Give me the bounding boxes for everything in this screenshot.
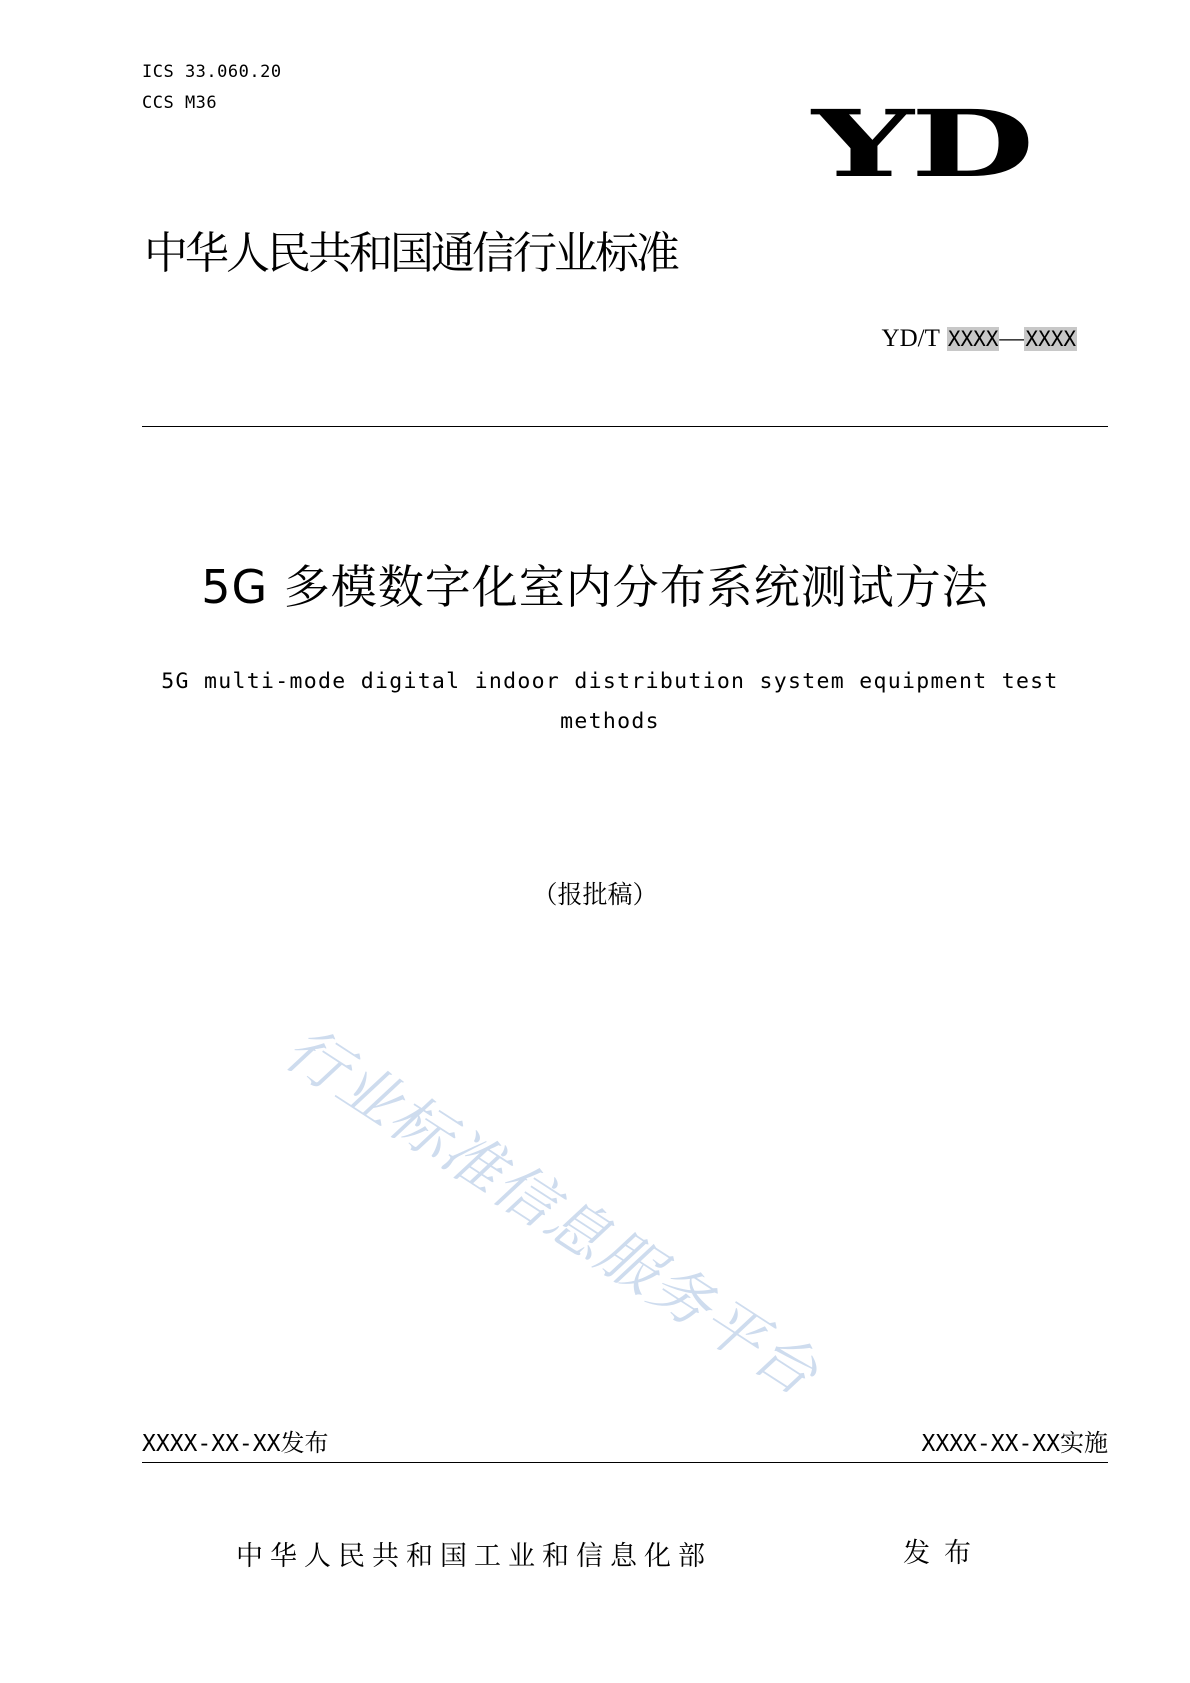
standard-number [882, 326, 1077, 351]
implement-date-line [922, 1431, 1108, 1456]
implement-label: 实施 [1060, 1429, 1108, 1457]
ics-code: ICS 33.060.20 [142, 62, 282, 82]
draft-status: （报批稿） [532, 880, 658, 909]
yd-logo: YD [812, 90, 1032, 198]
document-title-zh: 5G 多模数字化室内分布系统测试方法 [201, 560, 989, 614]
standard-dash: — [999, 325, 1025, 352]
watermark: 行业标准信息服务平台 [272, 1013, 831, 1411]
standard-year-placeholder: XXXX [1025, 327, 1076, 351]
publish-date: XXXX-XX-XX [142, 1431, 281, 1457]
standard-category: 中华人民共和国通信行业标准 [144, 228, 677, 279]
ccs-code: CCS M36 [142, 93, 218, 113]
standard-number-placeholder: XXXX [947, 327, 999, 351]
standard-prefix: YD/T [881, 325, 940, 352]
publisher-name: 中华人民共和国工业和信息化部 [236, 1541, 712, 1572]
document-title-en: 5G multi-mode digital indoor distribution system equipment test methods [161, 669, 1059, 734]
publish-date-line [142, 1431, 328, 1456]
publish-action: 发布 [903, 1538, 985, 1569]
footer-divider [142, 1462, 1108, 1463]
publish-label: 发布 [280, 1429, 329, 1457]
implement-date: XXXX-XX-XX [921, 1431, 1060, 1457]
header-divider [142, 426, 1108, 427]
